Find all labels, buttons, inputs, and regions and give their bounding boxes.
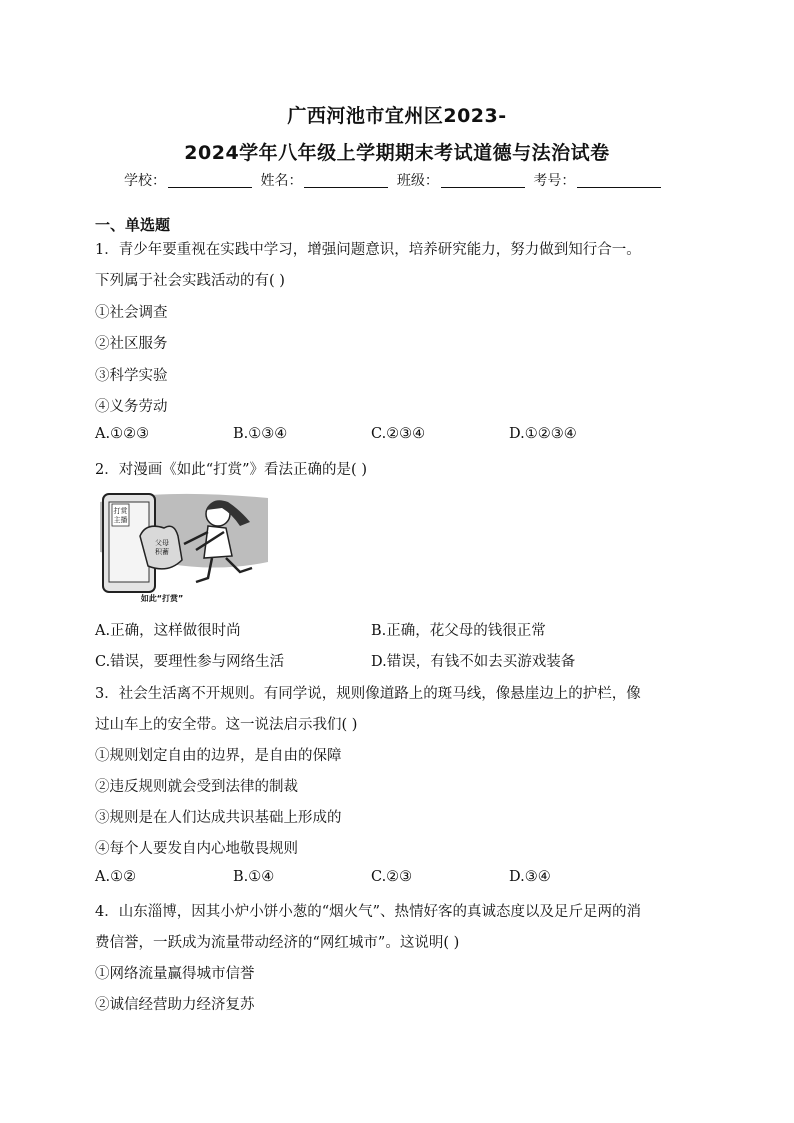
q3-option-a[interactable]: A.①② bbox=[95, 869, 137, 885]
q1-item: ①社会调查 bbox=[95, 305, 168, 321]
school-blank[interactable] bbox=[168, 173, 252, 188]
q1-option-d[interactable]: D.①②③④ bbox=[509, 426, 577, 442]
q4-item: ②诚信经营助力经济复苏 bbox=[95, 997, 255, 1013]
screen-text-bottom: 主播 bbox=[113, 516, 128, 524]
number-blank[interactable] bbox=[577, 173, 661, 188]
q2-option-c[interactable]: C.错误，要理性参与网络生活 bbox=[95, 654, 285, 670]
exam-title-line2: 2024学年八年级上学期期末考试道德与法治试卷 bbox=[184, 142, 610, 164]
q1-item: ②社区服务 bbox=[95, 336, 168, 352]
q3-stem-line2: 过山车上的安全带。这一说法启示我们( ) bbox=[95, 717, 358, 733]
class-label: 班级： bbox=[396, 173, 439, 189]
screen-text-top: 打赏 bbox=[113, 507, 128, 515]
q3-option-c[interactable]: C.②③ bbox=[371, 869, 413, 885]
q1-option-b[interactable]: B.①③④ bbox=[233, 426, 288, 442]
exam-title-line1: 广西河池市宜州区2023- bbox=[287, 105, 507, 127]
q2-option-a[interactable]: A.正确，这样做很时尚 bbox=[95, 623, 241, 639]
school-label: 学校： bbox=[124, 173, 166, 189]
bag-text-bottom: 积蓄 bbox=[155, 548, 169, 556]
q3-item: ①规则划定自由的边界，是自由的保障 bbox=[95, 748, 342, 764]
q1-option-c[interactable]: C.②③④ bbox=[371, 426, 426, 442]
class-blank[interactable] bbox=[441, 173, 525, 188]
q3-item: ④每个人要发自内心地敬畏规则 bbox=[95, 841, 298, 857]
cartoon-caption: 如此“打赏” bbox=[140, 594, 184, 603]
student-info-line bbox=[124, 170, 665, 190]
q3-stem-line1: 3．社会生活离不开规则。有同学说，规则像道路上的斑马线，像悬崖边上的护栏，像 bbox=[95, 686, 641, 702]
q4-stem-line1: 4．山东淄博，因其小炉小饼小葱的“烟火气”、热情好客的真诚态度以及足斤足两的消 bbox=[95, 904, 642, 920]
q1-stem-line2: 下列属于社会实践活动的有( ) bbox=[95, 273, 285, 289]
cartoon-image bbox=[100, 492, 268, 606]
q3-option-d[interactable]: D.③④ bbox=[509, 869, 551, 885]
q3-option-b[interactable]: B.①④ bbox=[233, 869, 275, 885]
q2-option-b[interactable]: B.正确，花父母的钱很正常 bbox=[371, 623, 546, 639]
name-blank[interactable] bbox=[304, 173, 388, 188]
q3-item: ②违反规则就会受到法律的制裁 bbox=[95, 779, 298, 795]
section-heading: 一、单选题 bbox=[95, 216, 171, 234]
q1-item: ③科学实验 bbox=[95, 368, 168, 384]
name-label: 姓名： bbox=[260, 173, 303, 189]
q3-item: ③规则是在人们达成共识基础上形成的 bbox=[95, 810, 342, 826]
number-label: 考号： bbox=[533, 173, 576, 189]
q1-option-a[interactable]: A.①②③ bbox=[95, 426, 150, 442]
q4-item: ①网络流量赢得城市信誉 bbox=[95, 966, 255, 982]
q2-option-d[interactable]: D.错误，有钱不如去买游戏装备 bbox=[371, 654, 576, 670]
q1-item: ④义务劳动 bbox=[95, 399, 168, 415]
q2-stem: 2．对漫画《如此“打赏”》看法正确的是( ) bbox=[95, 462, 367, 478]
q1-stem-line1: 1．青少年要重视在实践中学习，增强问题意识，培养研究能力，努力做到知行合一。 bbox=[95, 242, 641, 258]
bag-text-top: 父母 bbox=[155, 539, 169, 547]
q4-stem-line2: 费信誉，一跃成为流量带动经济的“网红城市”。这说明( ) bbox=[95, 935, 460, 951]
